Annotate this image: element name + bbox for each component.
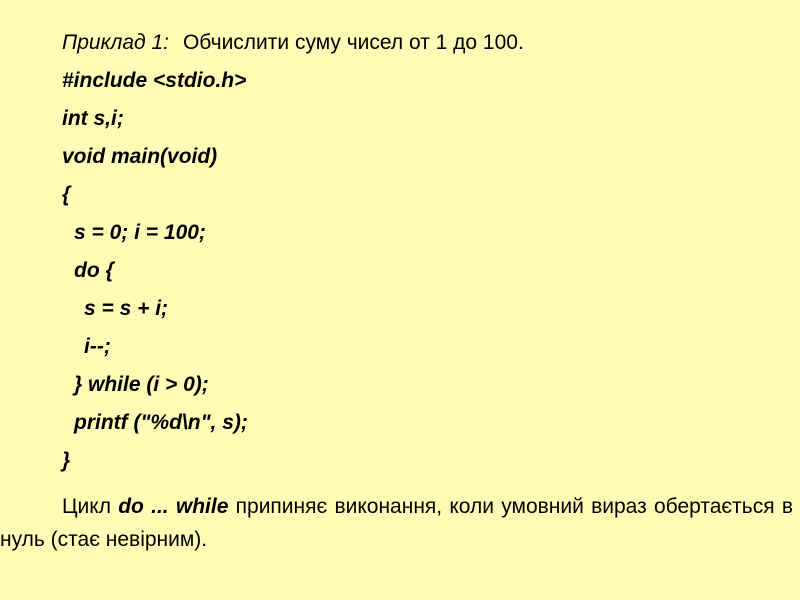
paragraph-text-end: припиняє виконання, коли умовний вираз обертається в нуль (стає невірним). [0, 495, 793, 551]
code-line-decrement: i--; [84, 335, 111, 358]
example-label: Приклад 1: [62, 31, 169, 54]
explanation-paragraph [0, 490, 793, 556]
code-line-do: do { [74, 259, 114, 282]
keyword-do: do [118, 495, 144, 518]
code-line-declaration: int s,i; [62, 107, 124, 130]
code-line-main: void main(void) [62, 145, 218, 168]
code-line-init: s = 0; i = 100; [74, 221, 206, 244]
paragraph-text-start: Цикл [62, 495, 119, 518]
keyword-while: while [175, 495, 229, 518]
keyword-ellipsis: ... [143, 495, 176, 518]
code-line-printf: printf ("%d\n", s); [74, 411, 248, 434]
code-line-close-brace: } [62, 449, 71, 472]
code-line-open-brace: { [62, 183, 71, 206]
code-line-while: } while (i > 0); [74, 373, 209, 396]
code-line-sum: s = s + i; [84, 297, 169, 320]
example-task: Обчислити суму чисел от 1 до 100. [182, 31, 524, 54]
code-line-include: #include <stdio.h> [62, 69, 247, 92]
example-heading [62, 29, 524, 57]
